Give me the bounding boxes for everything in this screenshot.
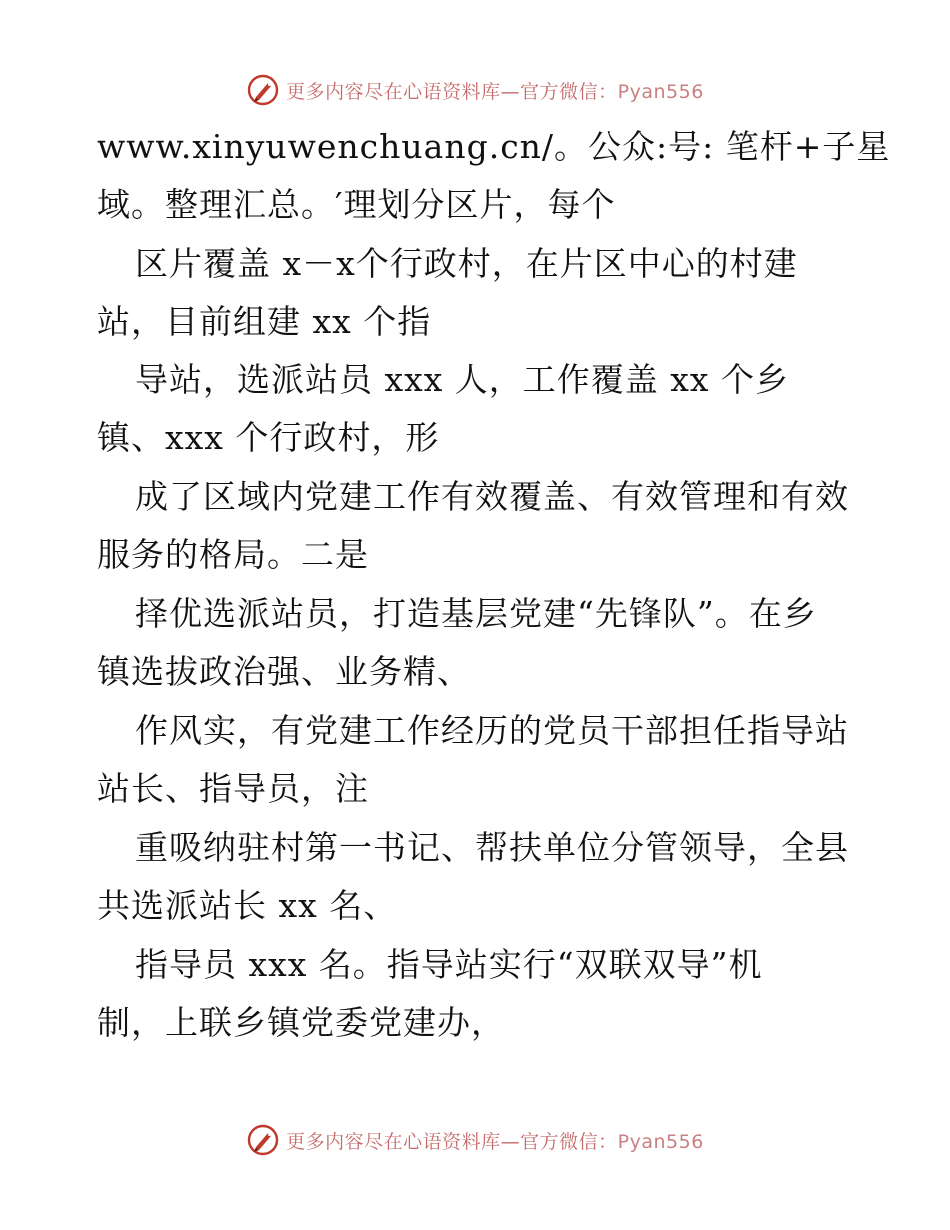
body-line: 域。整理汇总。′理划分区片，每个: [97, 185, 616, 224]
body-line: 制，上联乡镇党委党建办，: [97, 1003, 505, 1042]
body-line: 重吸纳驻村第一书记、帮扶单位分管领导，全县: [135, 828, 849, 867]
body-line: 作风实，有党建工作经历的党员干部担任指导站: [135, 711, 849, 750]
body-line: 镇选拔政治强、业务精、: [97, 652, 471, 691]
header-banner: [0, 70, 950, 110]
body-line: 镇、xxx 个行政村，形: [97, 418, 440, 457]
body-line: 共选派站长 xx 名、: [97, 886, 398, 925]
body-line: 指导员 xxx 名。指导站实行“双联双导”机: [135, 945, 763, 984]
footer-banner-text: [286, 1127, 704, 1154]
header-banner-text: [286, 77, 704, 104]
body-line: 站，目前组建 xx 个指: [97, 302, 432, 341]
pen-logo-icon: [246, 73, 280, 107]
body-line: www.xinyuwenchuang.cn/。公众:号: 笔杆+子星: [97, 127, 891, 166]
header-banner-label: 更多内容尽在心语资料库—官方微信：: [286, 80, 618, 103]
body-line: 服务的格局。二是: [97, 535, 369, 574]
footer-wechat-id: Pyan556: [617, 1130, 704, 1153]
header-wechat-id: Pyan556: [617, 80, 704, 103]
footer-banner: [0, 1120, 950, 1160]
body-line: 区片覆盖 x－x个行政村，在片区中心的村建: [135, 244, 798, 283]
body-line: 站长、指导员，注: [97, 769, 369, 808]
body-line: 成了区域内党建工作有效覆盖、有效管理和有效: [135, 477, 849, 516]
pen-logo-icon: [246, 1123, 280, 1157]
body-line: 择优选派站员，打造基层党建“先锋队”。在乡: [135, 594, 817, 633]
body-line: 导站，选派站员 xxx 人，工作覆盖 xx 个乡: [135, 360, 790, 399]
footer-banner-label: 更多内容尽在心语资料库—官方微信：: [286, 1130, 618, 1153]
